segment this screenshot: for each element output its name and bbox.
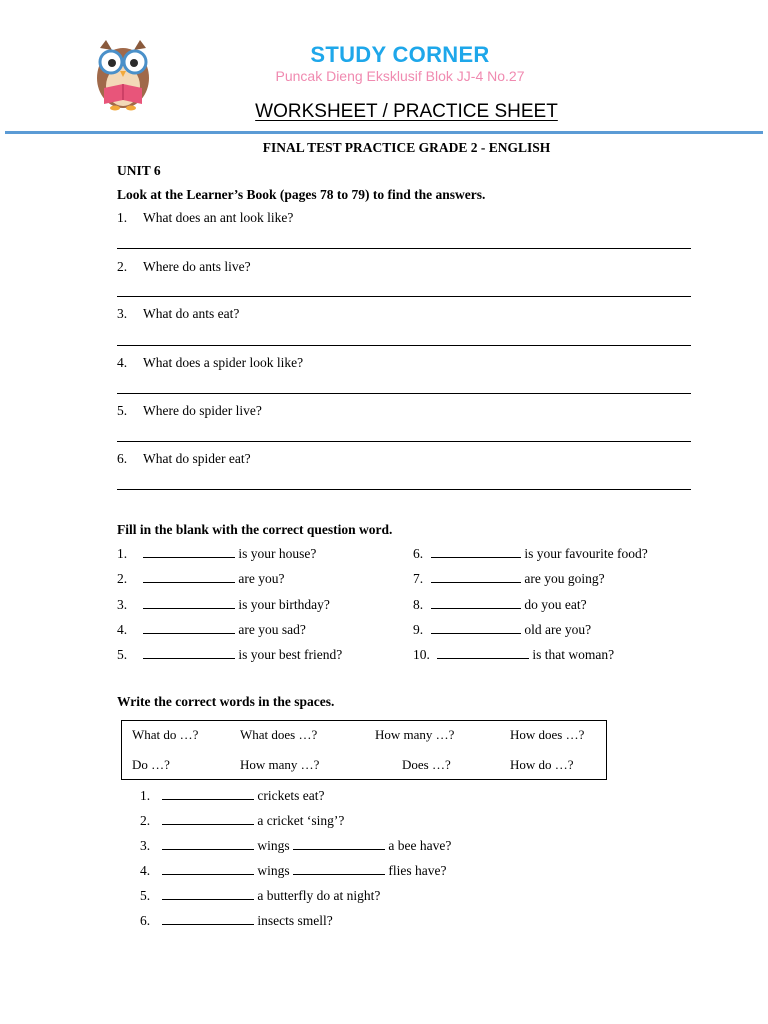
blank-field[interactable] (431, 571, 521, 583)
blank-field[interactable] (162, 888, 254, 900)
blank-field[interactable] (162, 788, 254, 800)
answer-line-6[interactable] (117, 489, 691, 490)
fill-blank-6: 6. is your favourite food? (413, 546, 648, 561)
fill-blank-4: 4. are you sad? (117, 622, 306, 637)
word-bank-item: Does …? (402, 757, 451, 772)
blank-field[interactable] (162, 863, 254, 875)
word-bank-item: Do …? (132, 757, 170, 772)
question-3: 3. What do ants eat? (117, 306, 240, 321)
answer-line-4[interactable] (117, 393, 691, 394)
write-question-4: 4. wings flies have? (140, 863, 447, 878)
blank-field[interactable] (143, 546, 235, 558)
write-question-1: 1. crickets eat? (140, 788, 325, 803)
blank-field[interactable] (162, 913, 254, 925)
blank-field[interactable] (143, 597, 235, 609)
word-bank-item: What do …? (132, 727, 199, 742)
write-question-5: 5. a butterfly do at night? (140, 888, 381, 903)
brand-name: STUDY CORNER (310, 42, 490, 67)
test-title: FINAL TEST PRACTICE GRADE 2 - ENGLISH (262, 140, 551, 155)
answer-line-5[interactable] (117, 441, 691, 442)
question-2: 2. Where do ants live? (117, 259, 251, 274)
blank-field[interactable] (437, 647, 529, 659)
fill-blank-2: 2. are you? (117, 571, 285, 586)
section3-instruction: Write the correct words in the spaces. (117, 694, 335, 709)
blank-field[interactable] (143, 647, 235, 659)
write-question-6: 6. insects smell? (140, 913, 333, 928)
fill-blank-8: 8. do you eat? (413, 597, 587, 612)
blank-field[interactable] (162, 813, 254, 825)
blank-field[interactable] (293, 863, 385, 875)
question-6: 6. What do spider eat? (117, 451, 251, 466)
question-4: 4. What does a spider look like? (117, 355, 304, 370)
unit-heading: UNIT 6 (117, 163, 161, 178)
word-bank-item: How many …? (240, 757, 320, 772)
blank-field[interactable] (143, 571, 235, 583)
word-bank-item: How many …? (375, 727, 455, 742)
section1-instruction: Look at the Learner’s Book (pages 78 to 79) to find the answers. (117, 187, 486, 202)
blank-field[interactable] (431, 597, 521, 609)
fill-blank-7: 7. are you going? (413, 571, 605, 586)
blank-field[interactable] (162, 838, 254, 850)
write-question-3: 3. wings a bee have? (140, 838, 452, 853)
answer-line-1[interactable] (117, 248, 691, 249)
word-bank-item: How does …? (510, 727, 585, 742)
write-question-2: 2. a cricket ‘sing’? (140, 813, 345, 828)
blank-field[interactable] (143, 622, 235, 634)
worksheet-title: WORKSHEET / PRACTICE SHEET (255, 101, 558, 122)
word-bank-box (121, 720, 607, 780)
fill-blank-10: 10. is that woman? (413, 647, 615, 662)
word-bank-item: How do …? (510, 757, 574, 772)
blank-field[interactable] (431, 622, 521, 634)
answer-line-2[interactable] (117, 296, 691, 297)
fill-blank-9: 9. old are you? (413, 622, 592, 637)
question-1: 1. What does an ant look like? (117, 210, 294, 225)
brand-address: Puncak Dieng Eksklusif Blok JJ-4 No.27 (275, 68, 525, 84)
fill-blank-3: 3. is your birthday? (117, 597, 330, 612)
answer-line-3[interactable] (117, 345, 691, 346)
fill-blank-1: 1. is your house? (117, 546, 317, 561)
blank-field[interactable] (431, 546, 521, 558)
fill-blank-5: 5. is your best friend? (117, 647, 343, 662)
blank-field[interactable] (293, 838, 385, 850)
question-5: 5. Where do spider live? (117, 403, 262, 418)
word-bank-item: What does …? (240, 727, 318, 742)
header-divider (5, 131, 763, 134)
section2-instruction: Fill in the blank with the correct question word. (117, 522, 393, 537)
